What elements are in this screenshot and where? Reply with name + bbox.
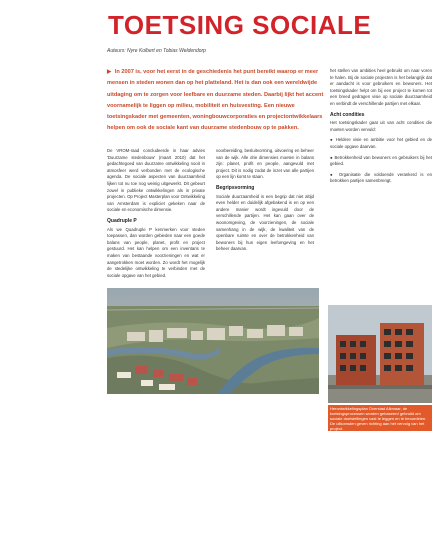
column-2-subheading: Begripsvorming [216, 184, 255, 191]
intro-text: In 2007 is, voor het eerst in de geschiedenis het punt bereikt waarop er meer mensen in steden wonen dan op het platteland. Het is dan ook een wereldwijde uitdaging om te zorgen voor leefbare en duurzame steden. Daarbij lijkt het accent voornamelijk te liggen op milieu, mobiliteit en huisvesting. Een nieuwe toetsingskader met gemeenten, woningbouwcorporaties en projectontwikkelaars helpen om ook de sociale kant van duurzame stedenbouw op te pakken. [107, 69, 324, 132]
column-3-subheading: Acht condities [330, 111, 365, 118]
column-1 [107, 148, 205, 288]
column-3-list-item-3: ● Organisatie die voldoende verankerd is en betrokken partijen samenbrengt. [330, 171, 432, 184]
column-3-paragraph-1: het stellen van ambities heel gebruikt om naar voren te halen. Bij de sociale projecten is het belangrijk dat er aandacht is voor gebruikers en bewoners. Het toetsingskader helpt om bij een project te komen tot een breed gedragen visie op sociale duurzaamheid en verbindt de verschillende partijen met elkaar. [330, 68, 432, 106]
column-3-paragraph-2: Het toetsingskader gaat uit van acht condities die moeten worden vervuld: [330, 120, 432, 132]
building-illustration [328, 305, 432, 403]
building-photo [328, 305, 432, 403]
aerial-city-photo [107, 288, 319, 394]
column-1-paragraph-2: Als we Quadruple P kenmerken voor steden toepassen, dan worden gebieden naar een goede balans van people, planet, profit en project gestuurd. Het kan helpen om een inventaris te maken van bestaande voorzieningen en wat er aangetrokken moet worden. Zo wordt het mogelijk de stedelijke ontwikkeling te verbinden met de sociale opgave van het gebied. [107, 226, 205, 278]
aerial-city-illustration [107, 288, 319, 394]
photo-caption: Herontwikkelingsplan Overstad Alkmaar, de toetsingsprocessen worden gebaseerd gebruikt om sociale doelstellingen vast te leggen en te beoordelen. De uitkomsten geven richting aan het vervolg van het project. [328, 405, 432, 431]
column-2-paragraph-2: Sociale duurzaamheid is een begrip dat niet altijd even helder en duidelijk afgebakend is en op een andere manier wordt ingevuld door de verschillende partijen. Het kan gaan over de woonomgeving, de voorzieningen, de sociale samenhang in de wijk, de kwaliteit van de openbare ruimte en over de betrokkenheid van bewoners bij hun eigen leefomgeving en het beheer daarvan. [216, 193, 314, 252]
article-title: TOETSING SOCIALE [108, 10, 372, 40]
intro-arrow-icon: ▶ [107, 69, 112, 75]
column-2 [216, 148, 314, 288]
article-intro [107, 67, 325, 135]
column-3-list-item-2: ● Betrokkenheid van bewoners en gebruikers bij het gebied. [330, 154, 432, 167]
article-authors: Auteurs: Nyre Kolbert en Tobias Weldendorp [107, 48, 206, 54]
column-3 [330, 68, 432, 298]
column-1-subheading: Quadruple P [107, 217, 137, 224]
column-3-list-item-1: ● Heldere visie en ambitie voor het gebied en de sociale opgave daarvan. [330, 137, 432, 149]
column-1-paragraph-1: De VROM-raad concludeerde in haar advies 'Duurzame stedenbouw' (maart 2010) dat het gedachtegoed van duurzame ontwikkeling nooit in atmosfeer werd verbonden met de ecologische agenda. De sociale aspecten van duurzaamheid lijken tot nu toe nog weinig uitgewerkt. Dit gebeurt zowel in publieke ontwikkelingen als in private projecten. Op Project Masterplan voor Ontwikkeling van Amsterdam is expliciet gekeken naar de sociale en economische dimensie. [107, 148, 205, 213]
column-2-paragraph-1: voorbereiding, besluitvorming, uitvoering en beheer van de wijk. Alle drie dimensies moeten in balans zijn: planet, profit en people, aangevuld met project. Dit is nodig zodat de inzet van alle partijen op een lijn komt te staan. [216, 148, 314, 180]
